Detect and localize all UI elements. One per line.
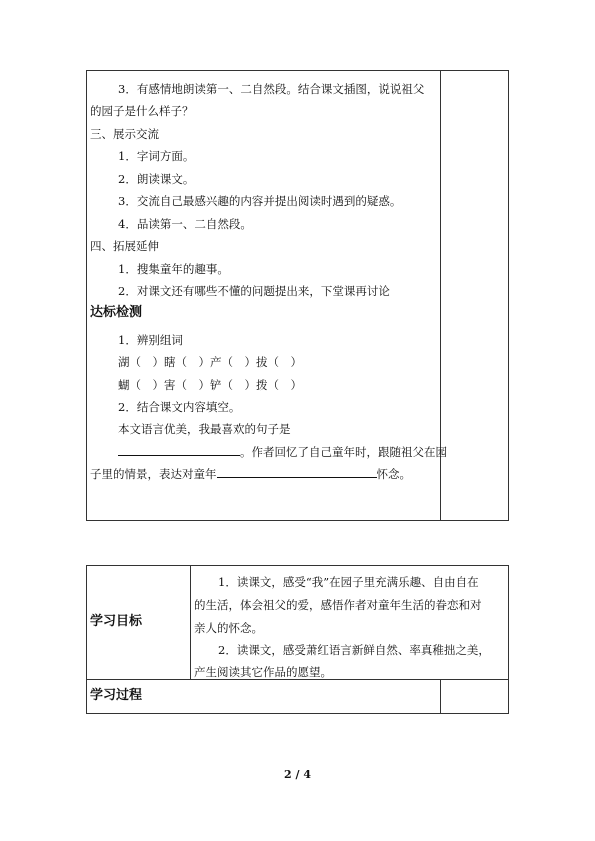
page-number: 2 / 4 — [284, 768, 311, 781]
process-label: 学习过程 — [90, 688, 143, 703]
goal-text-line: 2．读课文，感受萧红语言新鲜自然、率真稚拙之美， — [218, 643, 490, 657]
answer-blank[interactable] — [118, 444, 240, 456]
section-heading: 三、展示交流 — [90, 127, 159, 141]
lower-table-row-divider — [86, 679, 509, 680]
text-line: 2．朗读课文。 — [118, 172, 195, 186]
fill-line: 本文语言优美，我最喜欢的句子是 — [118, 422, 291, 436]
text-line: 的园子是什么样子？ — [90, 104, 194, 118]
goal-label: 学习目标 — [90, 614, 143, 629]
text-line: 4．品读第一、二自然段。 — [118, 217, 252, 231]
lower-table-col-divider — [440, 679, 441, 714]
text-line: 2．对课文还有哪些不懂的问题提出来，下堂课再讨论 — [118, 284, 390, 298]
fill-line: 子里的情景，表达对童年 怀念。 — [90, 467, 411, 481]
fill-line: 。作者回忆了自己童年时，跟随祖父在园 — [118, 444, 447, 459]
exercise-question: 1．辨别组词 — [118, 333, 183, 347]
text-line: 3．交流自己最感兴趣的内容并提出阅读时遇到的疑惑。 — [118, 194, 402, 208]
exercise-question: 2．结合课文内容填空。 — [118, 400, 241, 414]
answer-blank[interactable] — [217, 466, 377, 478]
section-heading: 四、拓展延伸 — [90, 239, 159, 253]
exercise-row: 湖（ ）瞎（ ）产（ ）拔（ ） — [118, 355, 302, 369]
exercise-row: 蝴（ ）害（ ）铲（ ）拨（ ） — [118, 378, 302, 392]
text-line: 1．字词方面。 — [118, 149, 195, 163]
goal-text-line: 1．读课文，感受“我”在园子里充满乐趣、自由自在 — [218, 575, 479, 589]
text-line: 3．有感情地朗读第一、二自然段。结合课文插图，说说祖父 — [118, 82, 425, 96]
goal-text-line: 的生活，体会祖父的爱，感悟作者对童年生活的眷恋和对 — [194, 598, 482, 612]
goal-text-line: 产生阅读其它作品的愿望。 — [194, 665, 332, 679]
goal-text-line: 亲人的怀念。 — [194, 621, 263, 635]
assessment-heading: 达标检测 — [90, 305, 143, 320]
lower-table-col-divider — [190, 565, 191, 679]
text-line: 1．搜集童年的趣事。 — [118, 262, 229, 276]
